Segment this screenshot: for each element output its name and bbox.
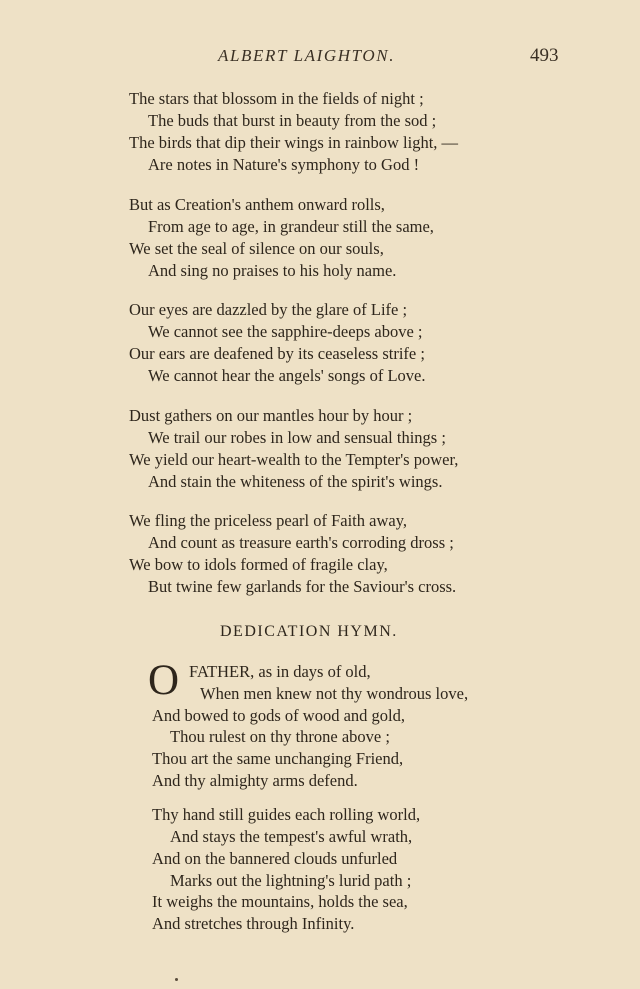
hymn-line: When men knew not thy wondrous love, bbox=[200, 683, 469, 703]
poem-line: We cannot see the sapphire-deeps above ; bbox=[148, 322, 423, 341]
stanza bbox=[0, 299, 640, 387]
stanza bbox=[0, 88, 640, 176]
hymn-line: And thy almighty arms defend. bbox=[152, 770, 358, 790]
poem-line: And sing no praises to his holy name. bbox=[148, 260, 397, 280]
hymn-line: Marks out the lightning's lurid path ; bbox=[170, 870, 412, 890]
poem-line: The birds that dip their wings in rainbow light, — bbox=[129, 133, 459, 152]
poem-line: Our eyes are dazzled by the glare of Life ; bbox=[129, 300, 408, 319]
poem-line: We set the seal of silence on our souls, bbox=[129, 238, 384, 258]
hymn-line: And bowed to gods of wood and gold, bbox=[152, 705, 405, 725]
poem-line: But as Creation's anthem onward rolls, bbox=[129, 194, 385, 214]
hymn-line: And stretches through Infinity. bbox=[152, 914, 355, 934]
poem-line: Our ears are deafened by its ceaseless strife ; bbox=[129, 344, 425, 363]
poem-line: We yield our heart-wealth to the Tempter's power, bbox=[129, 449, 459, 469]
stanza bbox=[0, 405, 640, 493]
poem-line: And count as treasure earth's corroding dross ; bbox=[148, 533, 454, 552]
paper-speck bbox=[175, 978, 178, 981]
poem-line: The buds that burst in beauty from the sod ; bbox=[148, 111, 437, 130]
hymn-line: Thou rulest on thy throne above ; bbox=[170, 727, 390, 747]
hymn-title: DEDICATION HYMN. bbox=[220, 623, 398, 640]
poem-line: And stain the whiteness of the spirit's wings. bbox=[148, 471, 443, 491]
poem-line: The stars that blossom in the fields of night ; bbox=[129, 89, 424, 108]
poem-line: From age to age, in grandeur still the same, bbox=[148, 216, 434, 236]
poem bbox=[0, 88, 640, 616]
hymn bbox=[0, 657, 640, 948]
stanza bbox=[0, 657, 640, 792]
hymn-line: Thou art the same unchanging Friend, bbox=[152, 749, 404, 769]
poem-line: But twine few garlands for the Saviour's cross. bbox=[148, 577, 457, 596]
hymn-line: It weighs the mountains, holds the sea, bbox=[152, 892, 408, 912]
poem-line: We fling the priceless pearl of Faith away, bbox=[129, 511, 408, 530]
drop-cap: O bbox=[148, 657, 180, 704]
page-number: 493 bbox=[530, 45, 559, 66]
stanza bbox=[0, 804, 640, 935]
poem-line: We cannot hear the angels' songs of Love. bbox=[148, 366, 426, 385]
hymn-line: Thy hand still guides each rolling world, bbox=[152, 805, 421, 825]
poem-line: We bow to idols formed of fragile clay, bbox=[129, 555, 388, 574]
running-header-title: ALBERT LAIGHTON. bbox=[218, 46, 396, 65]
poem-line: Dust gathers on our mantles hour by hour ; bbox=[129, 405, 413, 425]
stanza bbox=[0, 510, 640, 598]
hymn-line-text: FATHER, as in days of old, bbox=[189, 662, 371, 681]
poem-line: We trail our robes in low and sensual things ; bbox=[148, 427, 446, 447]
poem-line: Are notes in Nature's symphony to God ! bbox=[148, 155, 420, 174]
hymn-line: And on the bannered clouds unfurled bbox=[152, 848, 398, 868]
hymn-line: And stays the tempest's awful wrath, bbox=[170, 827, 413, 847]
stanza bbox=[0, 194, 640, 282]
